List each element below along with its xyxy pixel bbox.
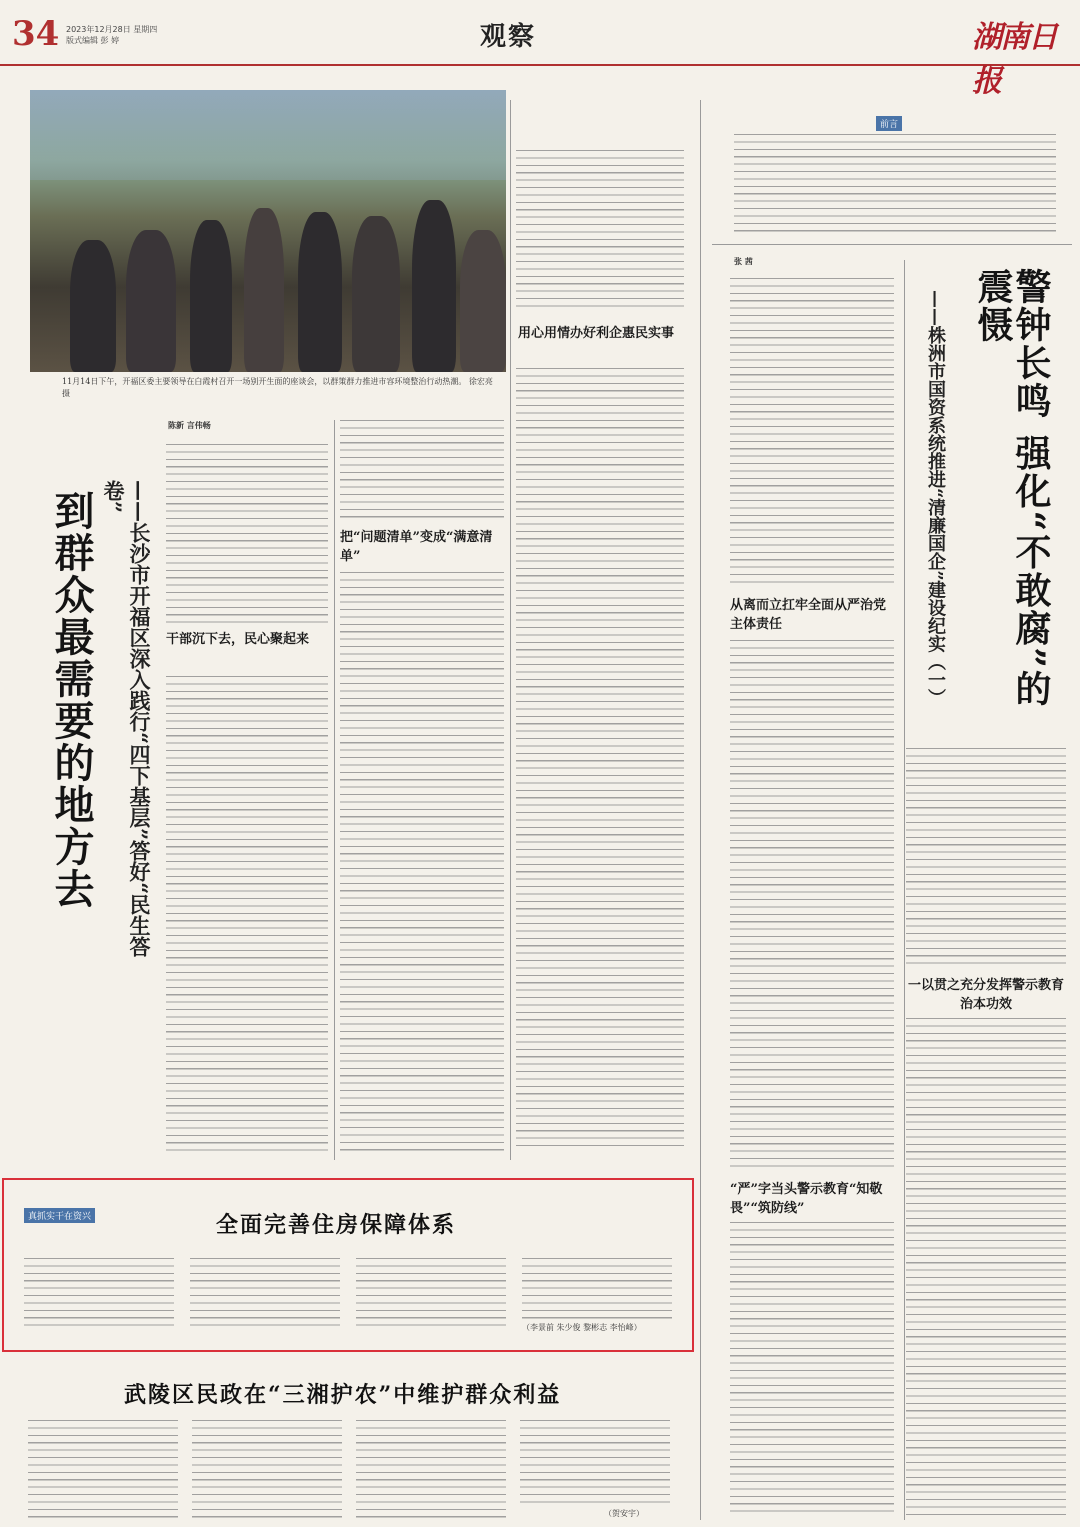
text-column [516,368,684,1148]
text-column [356,1420,506,1518]
right-article-tag: 前言 [876,116,902,131]
column-divider [904,260,905,1520]
text-column [734,134,1056,234]
text-column [520,1420,670,1504]
text-column [24,1258,174,1330]
bottom-signature: （贺安宇） [604,1509,644,1518]
left-headline: 到群众最需要的地方去 [48,490,95,910]
text-column [516,150,684,312]
text-column [166,676,328,1156]
text-column [730,640,894,1172]
column-divider [510,100,511,1160]
editor-line: 版式编辑 彭 婷 [66,36,120,45]
box-headline: 全面完善住房保障体系 [216,1212,457,1238]
subhead-3: 用心用情办好利企惠民实事 [518,326,675,341]
box-signature: （李景前 朱少俊 黎彬志 李怡峰） [522,1323,642,1332]
right-byline: 张 茜 [734,256,753,266]
photo-caption [62,376,502,400]
left-byline: 陈新 言伟畅 [168,420,211,430]
text-column [730,278,894,588]
news-photo [30,90,506,372]
text-column [906,1018,1066,1518]
left-subheadline: ——长沙市开福区深入践行“四下基层”答好“民生答卷” [101,480,152,958]
section-title: 观察 [480,22,537,52]
newspaper-logo: 湖南日报 [972,20,1056,99]
page-number: 34 [12,14,60,54]
section-divider [712,244,1072,245]
subhead-2: 把“问题清单”变成“满意清单” [340,530,493,564]
text-column [28,1420,178,1518]
masthead-info [66,24,186,46]
right-subhead-2: 一以贯之充分发挥警示教育治本功效 [907,978,1064,1012]
column-divider [334,420,335,1160]
caption-text: 11月14日下午，开福区委主要领导在白霞村召开一场别开生面的座谈会，以群策群力推进市容环境整治行动热潮。 [62,377,467,386]
date-line: 2023年12月28日 星期四 [66,25,158,34]
text-column [522,1258,672,1320]
subhead-1: 干部沉下去，民心聚起来 [166,632,310,647]
right-subheadline: ——株洲市国资系统推进“清廉国企”建设纪实（一） [925,290,946,707]
right-subhead-1: 从离而立扛牢全面从严治党主体责任 [730,598,887,632]
right-subhead-3: “严”字当头警示教育“知敬畏”“筑防线” [730,1182,883,1216]
text-column [166,444,328,624]
text-column [906,748,1066,970]
text-column [340,420,504,520]
photo-credit: 徐宏亮 摄 [62,377,493,398]
text-column [730,1222,894,1518]
box-tag: 真抓实干在资兴 [24,1208,95,1223]
column-divider [700,100,701,1520]
right-headline: 警钟长鸣 强化“不敢腐”的震慑 [972,268,1052,708]
bottom-headline: 武陵区民政在“三湘护农”中维护群众利益 [124,1382,562,1408]
text-column [192,1420,342,1518]
text-column [190,1258,340,1330]
text-column [356,1258,506,1330]
text-column [340,572,504,1156]
